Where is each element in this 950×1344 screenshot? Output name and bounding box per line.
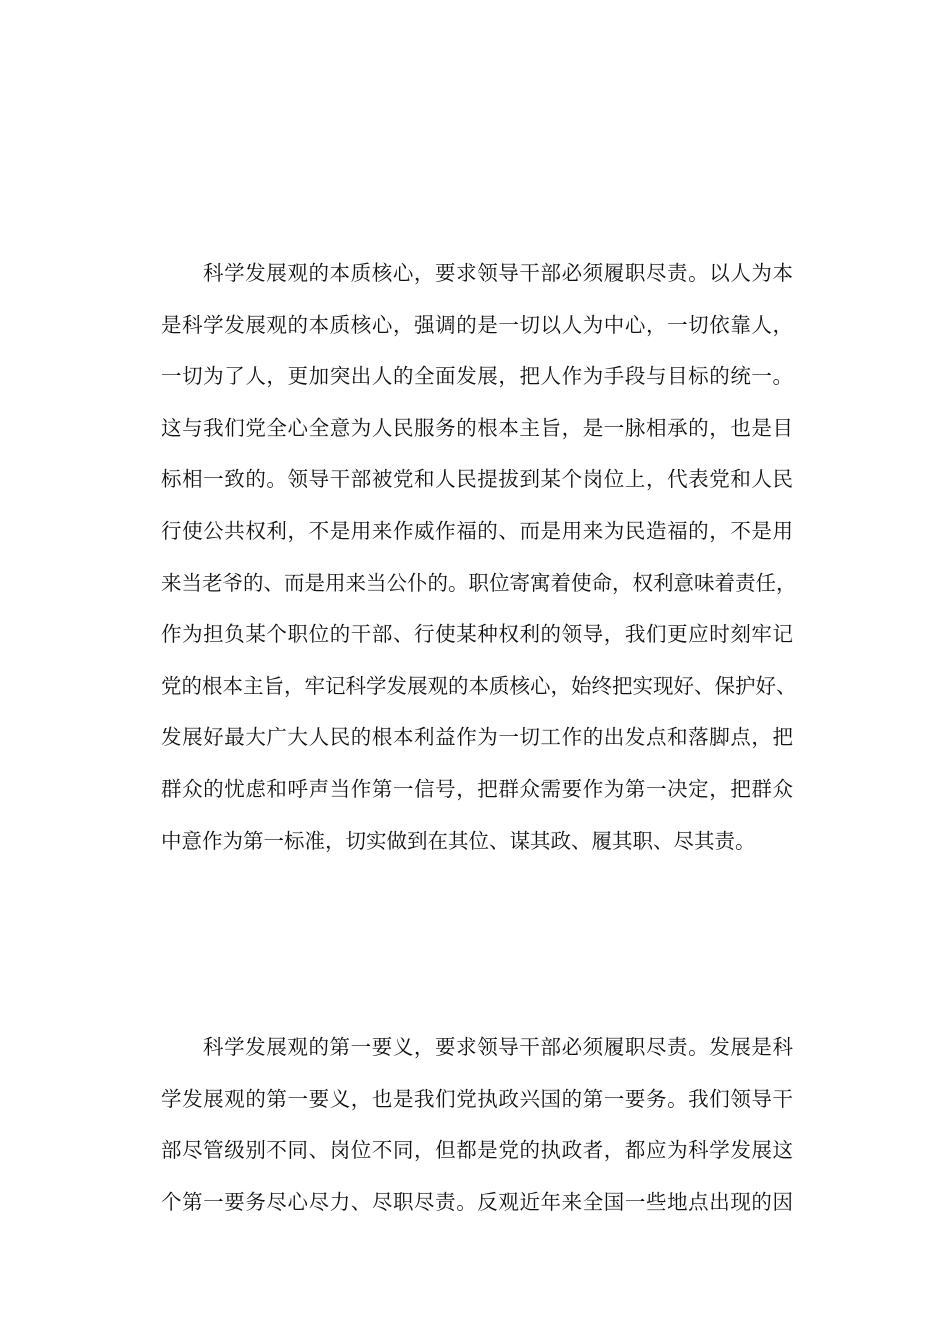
paragraph-line: 标相一致的。领导干部被党和人民提拔到某个岗位上，代表党和人民 (161, 467, 793, 492)
paragraph-line: 学发展观的第一要义，也是我们党执政兴国的第一要务。我们领导干 (161, 1086, 793, 1111)
paragraph-line: 发展好最大广大人民的根本利益作为一切工作的出发点和落脚点，把 (161, 725, 793, 750)
paragraph-line: 是科学发展观的本质核心，强调的是一切以人为中心，一切依靠人， (161, 312, 793, 337)
paragraph-line: 个第一要务尽心尽力、尽职尽责。反观近年来全国一些地点出现的因 (161, 1189, 793, 1214)
paragraph-line: 行使公共权利，不是用来作威作福的、而是用来为民造福的，不是用 (161, 518, 793, 543)
paragraph-line: 科学发展观的第一要义，要求领导干部必须履职尽责。发展是科 (203, 1035, 793, 1059)
paragraph-line: 科学发展观的本质核心，要求领导干部必须履职尽责。以人为本 (203, 261, 793, 285)
paragraph-line: 党的根本主旨，牢记科学发展观的本质核心，始终把实现好、保护好、 (161, 673, 797, 698)
paragraph-line: 这与我们党全心全意为人民服务的根本主旨，是一脉相承的，也是目 (161, 415, 793, 440)
paragraph-line: 群众的忧虑和呼声当作第一信号，把群众需要作为第一决定，把群众 (161, 776, 793, 801)
paragraph-line: 部尽管级别不同、岗位不同，但都是党的执政者，都应为科学发展这 (161, 1138, 793, 1163)
paragraph-line: 来当老爷的、而是用来当公仆的。职位寄寓着使命，权利意味着责任， (161, 570, 797, 595)
paragraph-1 (161, 257, 797, 876)
paragraph-line: 一切为了人，更加突出人的全面发展，把人作为手段与目标的统一。 (161, 364, 793, 389)
paragraph-line: 中意作为第一标准，切实做到在其位、谋其政、履其职、尽其责。 (161, 828, 756, 853)
paragraph-line: 作为担负某个职位的干部、行使某种权利的领导，我们更应时刻牢记 (161, 622, 793, 647)
paragraph-2 (161, 1031, 793, 1237)
